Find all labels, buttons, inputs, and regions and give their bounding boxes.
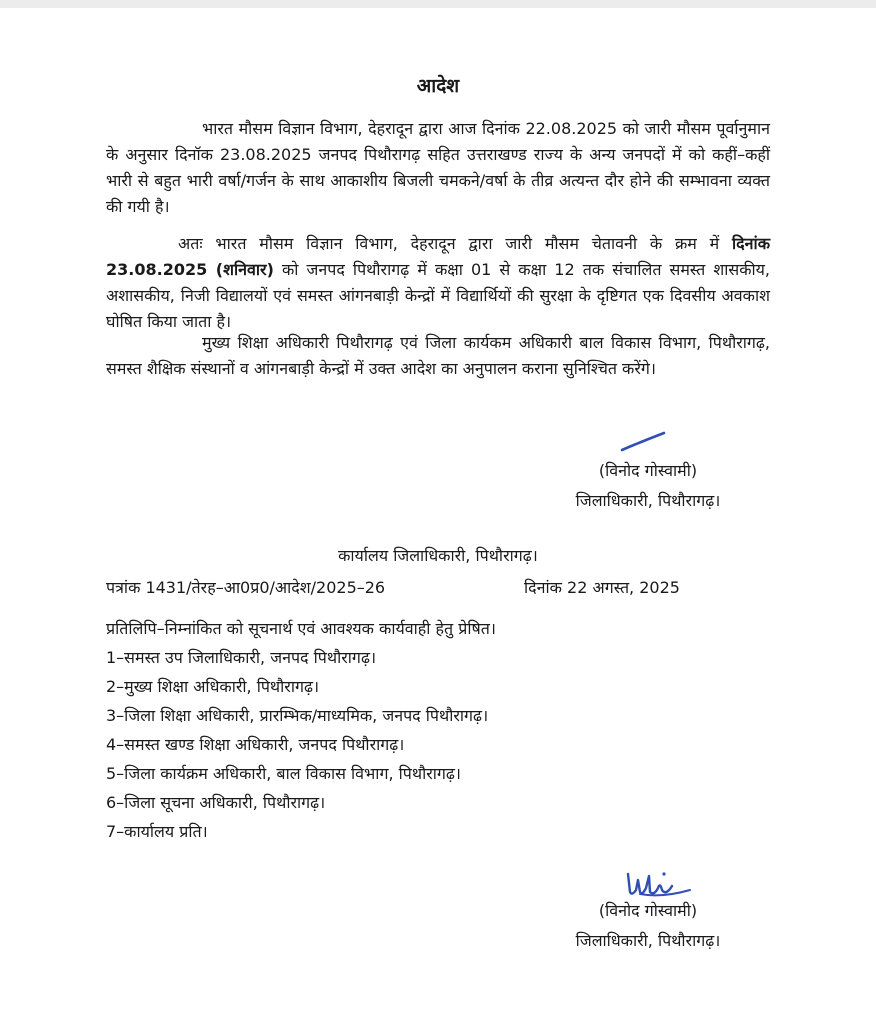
- signatory-name: (विनोद गोस्वामी): [598, 461, 698, 480]
- recipient-item: 2–मुख्य शिक्षा अधिकारी, पिथौरागढ़।: [106, 677, 320, 696]
- recipient-item: 5–जिला कार्यक्रम अधिकारी, बाल विकास विभाग, पिथौरागढ़।: [106, 764, 461, 783]
- letter-number: पत्रांक 1431/तेरह–आ0प्र0/आदेश/2025–26: [106, 578, 386, 597]
- recipient-item: 4–समस्त खण्ड शिक्षा अधिकारी, जनपद पिथौरागढ़।: [106, 735, 405, 754]
- recipient-item: 1–समस्त उप जिलाधिकारी, जनपद पिथौरागढ़।: [106, 648, 377, 667]
- recipient-item: 6–जिला सूचना अधिकारी, पिथौरागढ़।: [106, 793, 326, 812]
- copy-to-section: [106, 614, 770, 846]
- office-heading: कार्यालय जिलाधिकारी, पिथौरागढ़।: [338, 546, 538, 565]
- recipient-item: 3–जिला शिक्षा अधिकारी, प्रारम्भिक/माध्यमिक, जनपद पिथौरागढ़।: [106, 706, 489, 725]
- order-title: आदेश: [416, 75, 460, 97]
- signature-block-2: [526, 896, 770, 956]
- signatory-name: (विनोद गोस्वामी): [598, 901, 698, 920]
- order-paragraph-compliance: मुख्य शिक्षा अधिकारी पिथौरागढ़ एवं जिला कार्यकम अधिकारी बाल विकास विभाग, पिथौरागढ़, समस्त शैक्षिक संस्थानों व आंगनबाड़ी केन्द्रों में उक्त आदेश का अनुपालन कराना सुनिश्चित करेंगे।: [106, 333, 770, 378]
- signature-mark-1: [620, 431, 666, 453]
- recipient-list: [106, 643, 770, 846]
- signatory-designation: जिलाधिकारी, पिथौरागढ़।: [575, 931, 721, 950]
- holiday-intro-text: अतः भारत मौसम विज्ञान विभाग, देहरादून द्वारा जारी मौसम चेतावनी के क्रम में: [178, 234, 720, 253]
- signatory-designation: जिलाधिकारी, पिथौरागढ़।: [575, 491, 721, 510]
- holiday-detail-text: को जनपद पिथौरागढ़ में कक्षा 01 से कक्षा 12 तक संचालित समस्त शासकीय, अशासकीय, निजी विद्यालयों एवं समस्त आंगनबाड़ी केन्द्रों में विद्यार्थियों की सुरक्षा के दृष्टिगत एक दिवसीय अवकाश घोषित किया जाता है।: [106, 260, 770, 331]
- order-paragraph-forecast: भारत मौसम विज्ञान विभाग, देहरादून द्वारा आज दिनांक 22.08.2025 को जारी मौसम पूर्वानुमान के अनुसार दिनॉक 23.08.2025 जनपद पिथौरागढ़ सहित उत्तराखण्ड राज्य के अन्य जनपदों में को कहीं–कहीं भारी से बहुत भारी वर्षा/गर्जन के साथ आकाशीय बिजली चमकने/वर्षा के तीव्र अत्यन्त दौर होने की सम्भावना व्यक्त की गयी है।: [106, 119, 770, 216]
- copy-intro: प्रतिलिपि–निम्नांकित को सूचनार्थ एवं आवश्यक कार्यवाही हेतु प्रेषित।: [106, 619, 496, 638]
- signature-block-1: [526, 456, 770, 516]
- holiday-date-text: दिनांक 23.08.2025 (शनिवार): [106, 234, 770, 279]
- signature-mark-2: [622, 868, 694, 898]
- order-paragraph-holiday: [106, 231, 770, 335]
- recipient-item: 7–कार्यालय प्रति।: [106, 822, 208, 841]
- letter-date: दिनांक 22 अगस्त, 2025: [524, 578, 680, 597]
- top-edge-strip: [0, 0, 876, 8]
